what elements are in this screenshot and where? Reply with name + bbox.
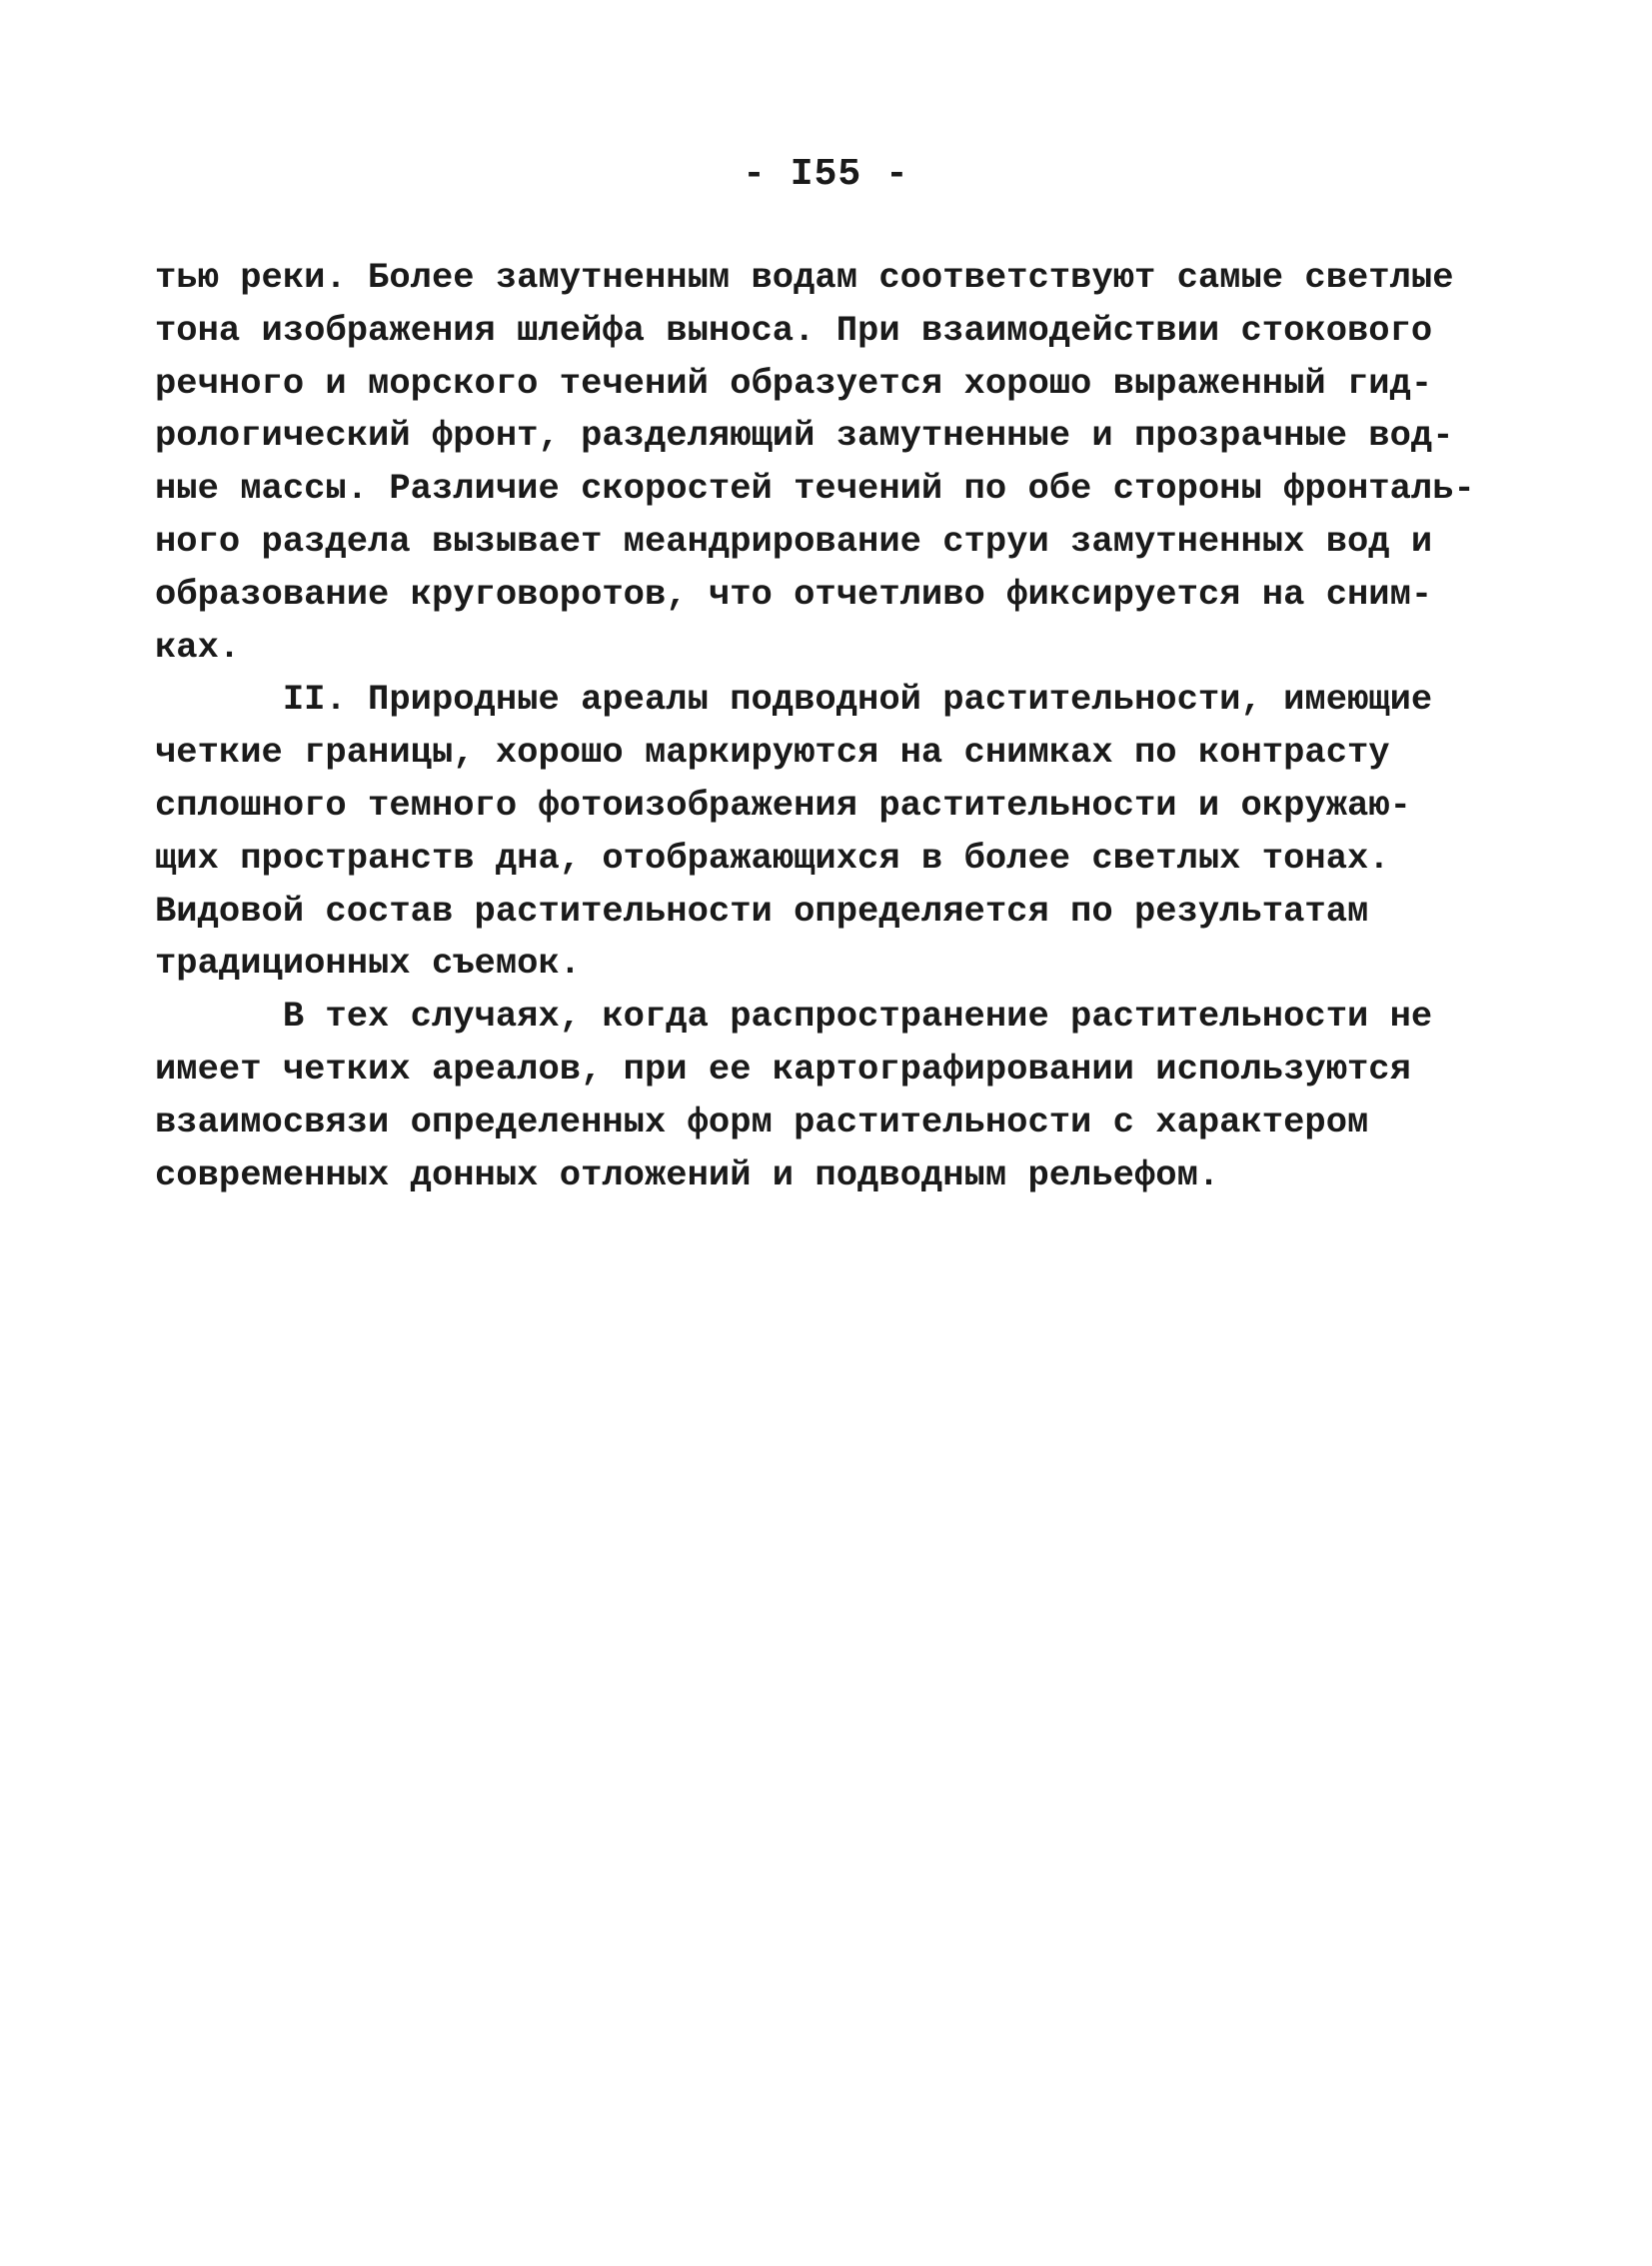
text-line: Видовой состав растительности определяется по результатам [155, 890, 1369, 932]
text-line: тона изображения шлейфа выноса. При взаимодействии стокового [155, 309, 1433, 351]
text-line: традиционных съемок. [155, 943, 582, 985]
text-line: сплошного темного фотоизображения растительности и окружаю- [155, 784, 1411, 826]
text-line: ные массы. Различие скоростей течений по обе стороны фронталь- [155, 468, 1475, 510]
paragraph-start-line: В тех случаях, когда распространение растительности не [155, 996, 1433, 1038]
text-line: речного и морского течений образуется хорошо выраженный гид- [155, 362, 1433, 404]
text-line: рологический фронт, разделяющий замутненные и прозрачные вод- [155, 415, 1454, 457]
text-line: современных донных отложений и подводным рельефом. [155, 1153, 1220, 1195]
paragraph-start-line: II. Природные ареалы подводной растительности, имеющие [155, 679, 1433, 721]
text-line: щих пространств дна, отображающихся в более светлых тонах. [155, 837, 1390, 879]
page-number: - I55 - [743, 153, 909, 196]
text-line: ного раздела вызывает меандрирование струи замутненных вод и [155, 520, 1433, 562]
text-line: четкие границы, хорошо маркируются на снимках по контрасту [155, 732, 1390, 774]
text-line: ках. [155, 626, 241, 668]
text-line: взаимосвязи определенных форм растительности с характером [155, 1101, 1369, 1142]
text-line: имеет четких ареалов, при ее картографировании используются [155, 1048, 1411, 1090]
text-line: образование круговоротов, что отчетливо фиксируется на сним- [155, 573, 1433, 615]
body-text [155, 252, 1474, 1201]
text-line: тью реки. Более замутненным водам соответствуют самые светлые [155, 257, 1454, 298]
